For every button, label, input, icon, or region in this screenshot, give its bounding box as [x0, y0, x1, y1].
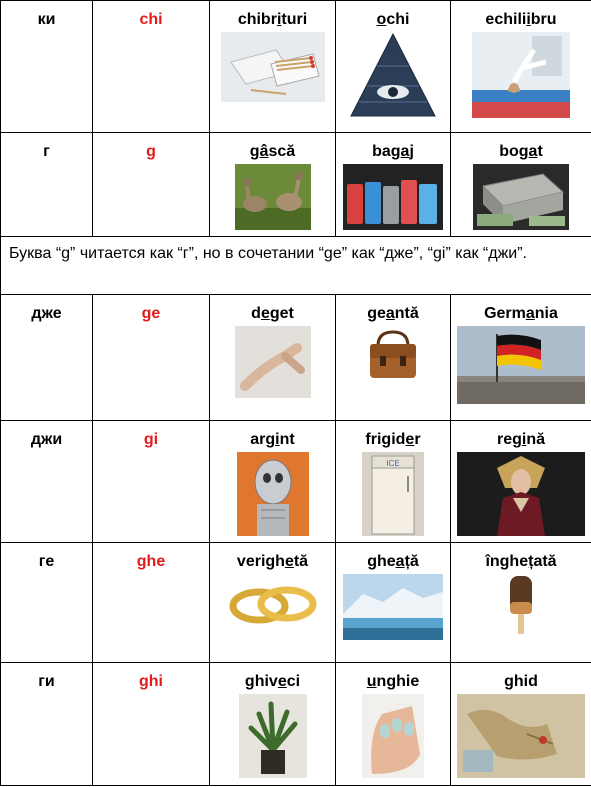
reading-rule-note: Буква “g” читается как “г”, но в сочетании “ge” как “дже”, “gi” как “джи”. [1, 237, 591, 295]
map-icon [457, 694, 585, 778]
ru-sound: ге [1, 543, 93, 663]
ru-sound: ки [1, 1, 93, 133]
word-cell: unghie [336, 663, 451, 786]
word-cell: geantă [336, 295, 451, 421]
queen-icon [457, 452, 585, 536]
geese-icon [235, 164, 311, 230]
note-row [1, 237, 591, 295]
word-cell: verighetă [210, 543, 336, 663]
money-case-icon [473, 164, 569, 230]
balance-pose-icon [472, 32, 570, 118]
ru-sound: дже [1, 295, 93, 421]
row-ghe [1, 543, 591, 663]
luggage-icon [343, 164, 443, 230]
ru-sound: ги [1, 663, 93, 786]
ro-letters: gi [93, 421, 210, 543]
word-cell: deget [210, 295, 336, 421]
word-cell: gâscă [210, 133, 336, 237]
ro-letters: chi [93, 1, 210, 133]
silver-figure-icon [237, 452, 309, 536]
word-cell: ghid [451, 663, 591, 786]
word-cell: Germania [451, 295, 591, 421]
row-chi [1, 1, 591, 133]
svg-text:ICE: ICE [386, 459, 400, 468]
nail-icon [362, 694, 424, 778]
word-cell: gheață [336, 543, 451, 663]
ro-letters: ghi [93, 663, 210, 786]
word-cell: ochi [336, 1, 451, 133]
row-g [1, 133, 591, 237]
ru-sound: джи [1, 421, 93, 543]
row-gi [1, 421, 591, 543]
word-cell: chibrituri [210, 1, 336, 133]
finger-icon [235, 326, 311, 398]
ro-letters: g [93, 133, 210, 237]
row-ghi [1, 663, 591, 786]
word-cell: argint [210, 421, 336, 543]
fridge-icon [362, 452, 424, 536]
word-cell: înghețată [451, 543, 591, 663]
bag-icon [366, 326, 420, 382]
word-cell: echiliibru [451, 1, 591, 133]
eye-pyramid-icon [349, 32, 437, 118]
word-cell: frigider ICE [336, 421, 451, 543]
word-cell: ghiveci [210, 663, 336, 786]
matches-icon [221, 32, 325, 102]
ro-letters: ge [93, 295, 210, 421]
ro-letters: ghe [93, 543, 210, 663]
row-ge [1, 295, 591, 421]
rings-icon [225, 574, 321, 634]
ru-sound: г [1, 133, 93, 237]
word-cell: bogat [451, 133, 591, 237]
word-cell: regină [451, 421, 591, 543]
plant-pot-icon [239, 694, 307, 778]
glacier-icon [343, 574, 443, 640]
word-cell: bagaj [336, 133, 451, 237]
german-flag-icon [457, 326, 585, 404]
ice-cream-icon [504, 574, 538, 636]
